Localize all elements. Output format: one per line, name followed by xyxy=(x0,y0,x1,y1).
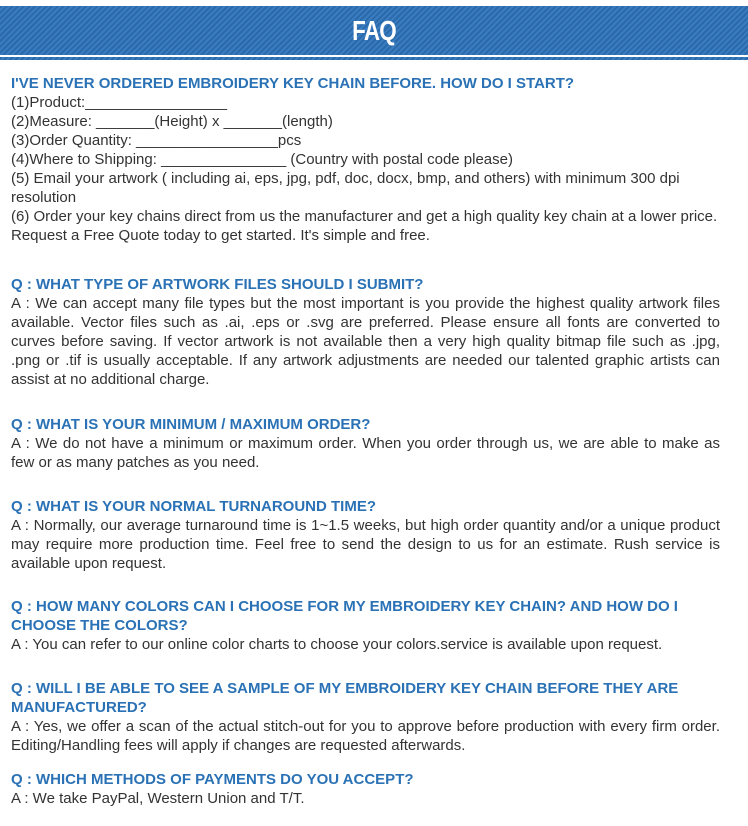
faq-line: (1)Product:_________________ xyxy=(11,94,228,111)
faq-question: Q : WHICH METHODS OF PAYMENTS DO YOU ACCEPT? xyxy=(11,771,414,788)
faq-section-turnaround xyxy=(11,497,720,573)
faq-answer: A : We take PayPal, Western Union and T/T. xyxy=(11,790,305,807)
faq-line: (6) Order your key chains direct from us the manufacturer and get a high quality key chain at a lower price. Request a Free Quote today to get started. It's simple and free. xyxy=(11,208,718,244)
faq-section-sample xyxy=(11,679,720,755)
faq-line: (4)Where to Shipping: _______________ (Country with postal code please) xyxy=(11,151,513,168)
faq-section-order-size xyxy=(11,415,720,472)
faq-question: Q : WHAT IS YOUR MINIMUM / MAXIMUM ORDER? xyxy=(11,416,371,433)
faq-line: (2)Measure: _______(Height) x _______(length) xyxy=(11,113,333,130)
page-title: FAQ xyxy=(352,15,396,46)
faq-question: Q : WHAT TYPE OF ARTWORK FILES SHOULD I SUBMIT? xyxy=(11,276,424,293)
faq-section-artwork xyxy=(11,275,720,389)
faq-answer: A : Normally, our average turnaround time is 1~1.5 weeks, but high order quantity and/or a unique product may require more production time. Feel free to send the design to us for an estimate. Rush service is available upon request. xyxy=(11,517,720,572)
faq-question: Q : WILL I BE ABLE TO SEE A SAMPLE OF MY EMBROIDERY KEY CHAIN BEFORE THEY ARE MANUFACTURED? xyxy=(11,680,679,716)
faq-question: Q : WHAT IS YOUR NORMAL TURNAROUND TIME? xyxy=(11,498,376,515)
faq-section-getting-started xyxy=(11,74,720,245)
faq-question: Q : HOW MANY COLORS CAN I CHOOSE FOR MY EMBROIDERY KEY CHAIN? AND HOW DO I CHOOSE THE COLORS? xyxy=(11,598,678,634)
faq-section-payments xyxy=(11,770,720,808)
banner-divider xyxy=(0,57,748,60)
faq-line: (5) Email your artwork ( including ai, eps, jpg, pdf, doc, docx, bmp, and others) with minimum 300 dpi resolution xyxy=(11,170,680,206)
faq-answer: A : We do not have a minimum or maximum order. When you order through us, we are able to make as few or as many patches as you need. xyxy=(11,435,720,471)
faq-section-colors xyxy=(11,597,720,654)
faq-answer: A : We can accept many file types but the most important is you provide the highest quality artwork files available. Vector files such as .ai, .eps or .svg are preferred. Please ensure all fonts are converted to curves before saving. If vector artwork is not available then a very high quality bitmap file such as .jpg, .png or .tif is usually acceptable. If any artwork adjustments are needed our talented graphic artists can assist at no additional charge. xyxy=(11,295,720,388)
faq-answer: A : Yes, we offer a scan of the actual stitch-out for you to approve before production with every firm order. Editing/Handling fees will apply if changes are requested afterwards. xyxy=(11,718,720,754)
faq-line: (3)Order Quantity: _________________pcs xyxy=(11,132,302,149)
faq-answer: A : You can refer to our online color charts to choose your colors.service is available upon request. xyxy=(11,636,663,653)
faq-question: I'VE NEVER ORDERED EMBROIDERY KEY CHAIN BEFORE. HOW DO I START? xyxy=(11,75,575,92)
